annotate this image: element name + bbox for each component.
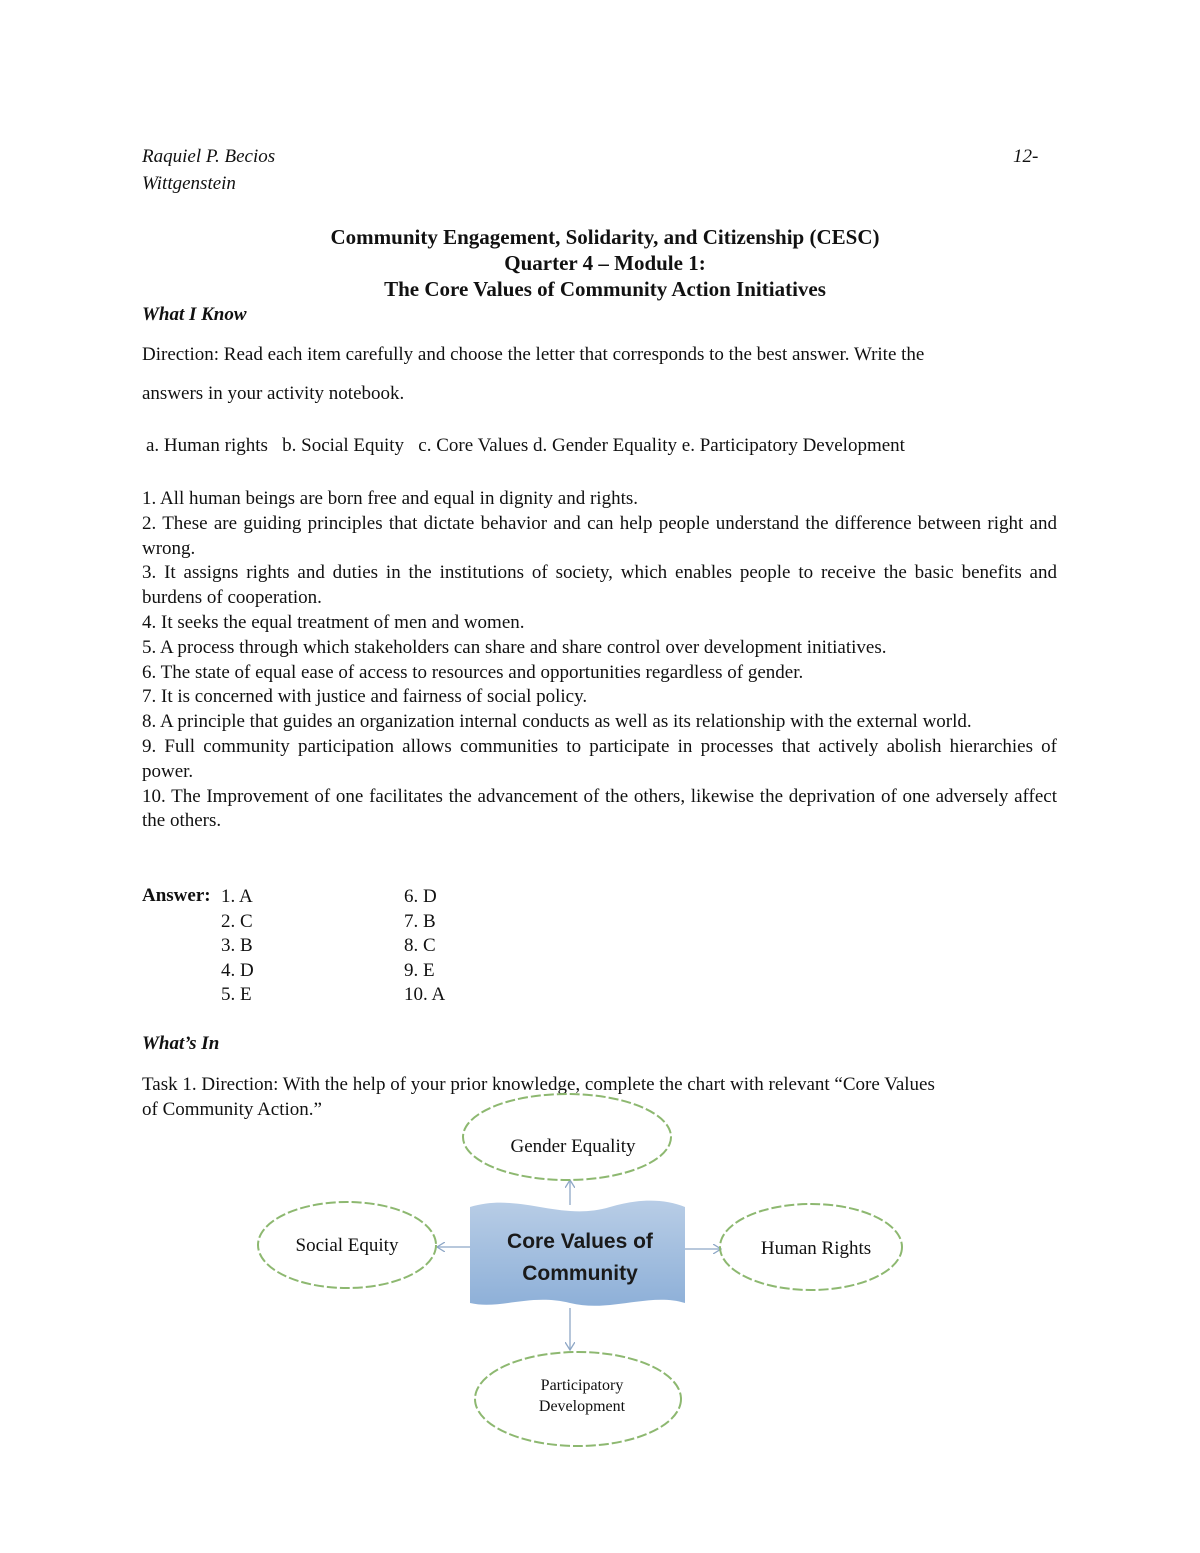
answer-item: 8. C: [404, 935, 436, 957]
gender-equality-label: Gender Equality: [510, 1136, 636, 1157]
answer-item: 5. E: [221, 984, 252, 1006]
what-i-know-heading: What I Know: [142, 304, 247, 325]
center-label-line-2: Community: [522, 1262, 638, 1285]
student-section: 12-: [1013, 146, 1039, 167]
answer-item: 7. B: [404, 910, 436, 932]
social-equity-label: Social Equity: [295, 1235, 399, 1256]
answer-item: 9. E: [404, 959, 435, 981]
answer-item: 1. A: [221, 886, 253, 907]
answer-item: 10. A: [404, 984, 446, 1006]
whats-in-heading: What’s In: [142, 1033, 220, 1054]
question-item: 1. All human beings are born free and equal in dignity and rights.: [142, 488, 638, 509]
answer-item: 3. B: [221, 935, 253, 957]
course-title: Community Engagement, Solidarity, and Citizenship (CESC): [330, 225, 880, 249]
answer-item: 6. D: [404, 886, 437, 907]
student-section-continued: Wittgenstein: [142, 173, 236, 194]
question-item: 2. These are guiding principles that dictate behavior and can help people understand the difference between right and wrong.: [142, 512, 1057, 559]
answer-item: 4. D: [221, 959, 254, 981]
question-item: 7. It is concerned with justice and fairness of social policy.: [142, 686, 588, 708]
question-item: 10. The Improvement of one facilitates the advancement of the others, likewise the deprivation of one adversely affect the others.: [142, 785, 1057, 832]
question-item: 4. It seeks the equal treatment of men and women.: [142, 611, 525, 633]
answer-item: 2. C: [221, 910, 253, 932]
lesson-title: The Core Values of Community Action Initiatives: [384, 277, 826, 301]
student-name: Raquiel P. Becios: [142, 146, 276, 167]
core-values-banner: [470, 1201, 685, 1306]
direction-line-2: answers in your activity notebook.: [142, 383, 405, 404]
answer-label: Answer:: [142, 885, 211, 906]
participatory-label-line-1: Participatory: [540, 1377, 624, 1394]
task-line-1: Task 1. Direction: With the help of your prior knowledge, complete the chart with relevant “Core Values: [142, 1074, 935, 1095]
question-item: 9. Full community participation allows communities to participate in processes that actively abolish hierarchies of power.: [142, 735, 1057, 782]
question-item: 6. The state of equal ease of access to resources and opportunities regardless of gender.: [142, 661, 804, 683]
participatory-label-line-2: Development: [538, 1398, 626, 1415]
answer-choices: a. Human rights b. Social Equity c. Core Values d. Gender Equality e. Participatory Development: [146, 435, 905, 456]
center-label-line-1: Core Values of: [507, 1230, 653, 1253]
task-line-2: of Community Action.”: [142, 1099, 322, 1120]
human-rights-label: Human Rights: [760, 1238, 872, 1259]
direction-line-1: Direction: Read each item carefully and choose the letter that corresponds to the best answer. Write the: [142, 344, 925, 365]
question-item: 3. It assigns rights and duties in the institutions of society, which enables people to receive the basic benefits and burdens of cooperation.: [142, 562, 1057, 609]
module-title: Quarter 4 – Module 1:: [504, 251, 706, 275]
question-item: 8. A principle that guides an organization internal conducts as well as its relationship with the external world.: [142, 711, 972, 733]
question-item: 5. A process through which stakeholders can share and share control over development initiatives.: [142, 636, 887, 658]
